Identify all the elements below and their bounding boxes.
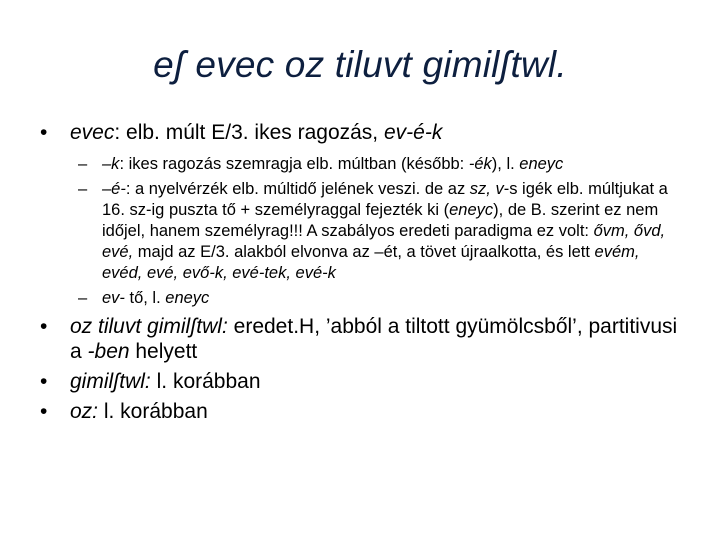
term: ővm, ővd, evé, [102,222,666,261]
term: gimilʃtwl: [70,370,151,393]
subbullet-text: -s igék elb. múltjukat a 16. sz-ig puszta tő + személyraggal fejezték ki ( [102,180,668,219]
term: eneyc [449,201,494,219]
bullet-text: l. korábban [150,370,261,393]
subbullet-marker: – [78,180,88,198]
term: –é- [102,180,126,198]
subbullet-marker: – [78,289,88,307]
bullet-marker: • [40,370,48,393]
bullet-marker: • [40,315,48,338]
subbullet-marker: – [78,155,88,173]
term: oz: [70,400,99,423]
bullet-text: : elb. múlt E/3. ikes ragozás, [114,121,384,144]
term: ev- [102,289,125,307]
subbullet-text: tő, l. [124,289,166,307]
term: eneyc [519,155,564,173]
term: evec [70,121,115,144]
term: eneyc [165,289,210,307]
subbullet-ev [40,288,680,309]
slide-title: eʃ evec oz tiluvt gimilʃtwl. [153,44,567,85]
subbullet-text: : ikes ragozás szemragja elb. múltban (később: [119,155,469,173]
subbullet-text: : a nyelvérzék elb. múltidő jelének veszi. de az [125,180,470,198]
term: –k [102,155,120,173]
bullet-list [40,120,680,424]
term: oz tiluvt gimilʃtwl: [70,315,228,338]
subbullet-e [40,179,680,284]
term: -ék [468,155,492,173]
term: evém, evéd, evé, evő-k, evé-tek, evé-k [102,243,640,282]
subbullet-text: ), de B. szerint ez nem időjel, hanem személyrag!!! A szabályos eredeti paradigma ez volt: [102,201,659,240]
bullet-text: l. korábban [98,400,208,423]
bullet-text: eredet.H, ’abból a tiltott gyümölcsből’, partitivusi a [70,315,678,363]
bullet-marker: • [40,400,48,423]
subbullet-text: ), l. [491,155,520,173]
term: ev-é-k [383,121,443,144]
bullet-oz [40,399,680,424]
bullet-evec [40,120,680,145]
subbullet-k [40,154,680,175]
subbullet-text: majd az E/3. alakból elvonva az –ét, a tövet újraalkotta, és lett [133,243,595,261]
term: sz, v [469,180,504,198]
bullet-gimilftwl [40,369,680,394]
term: -ben [87,340,130,363]
bullet-marker: • [40,121,48,144]
bullet-text: helyett [129,340,198,363]
bullet-oz-tiluvt [40,314,680,364]
